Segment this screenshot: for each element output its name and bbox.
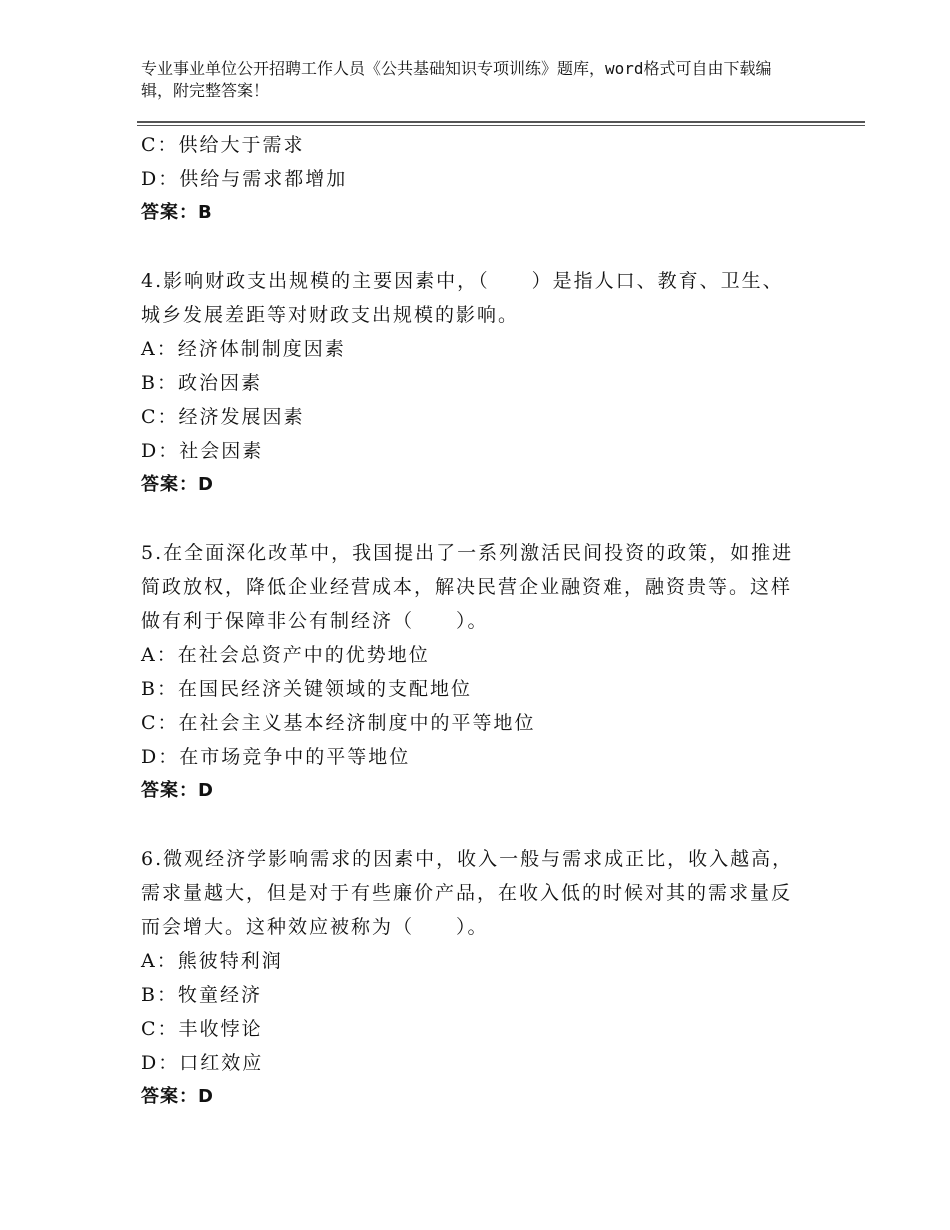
answer: 答案：B [141,202,213,223]
option-a: A：在社会总资产中的优势地位 [141,644,430,666]
option-b: B：牧童经济 [141,984,262,1006]
option-c: C：丰收悖论 [141,1018,263,1040]
option-c: C：经济发展因素 [141,406,305,428]
question-block-4 [141,264,821,502]
page-header: 专业事业单位公开招聘工作人员《公共基础知识专项训练》题库，word格式可自由下载编辑，附完整答案！ [141,59,772,100]
option-d: D：供给与需求都增加 [141,168,348,190]
option-b: B：在国民经济关键领域的支配地位 [141,678,472,700]
option-d: D：在市场竞争中的平等地位 [141,746,411,768]
question-block-5 [141,536,821,808]
option-c: C：供给大于需求 [141,134,305,156]
question-block-3-partial [141,128,821,230]
question-list [141,128,821,1114]
option-c: C：在社会主义基本经济制度中的平等地位 [141,712,536,734]
question-block-6 [141,842,821,1114]
question-stem: 4.影响财政支出规模的主要因素中，（ ）是指人口、教育、卫生、城乡发展差距等对财政支出规模的影响。 [141,270,784,326]
option-b: B：政治因素 [141,372,262,394]
question-stem: 6.微观经济学影响需求的因素中，收入一般与需求成正比，收入越高，需求量越大，但是对于有些廉价产品，在收入低的时候对其的需求量反而会增大。这种效应被称为（ ）。 [141,848,794,938]
option-a: A：经济体制制度因素 [141,338,346,360]
option-d: D：口红效应 [141,1052,264,1074]
answer: 答案：D [141,1086,214,1107]
question-stem: 5.在全面深化改革中，我国提出了一系列激活民间投资的政策，如推进简政放权，降低企业经营成本，解决民营企业融资难，融资贵等。这样做有利于保障非公有制经济（ ）。 [141,542,794,632]
header-divider [137,121,865,126]
answer: 答案：D [141,474,214,495]
option-d: D：社会因素 [141,440,264,462]
option-a: A：熊彼特利润 [141,950,283,972]
answer: 答案：D [141,780,214,801]
